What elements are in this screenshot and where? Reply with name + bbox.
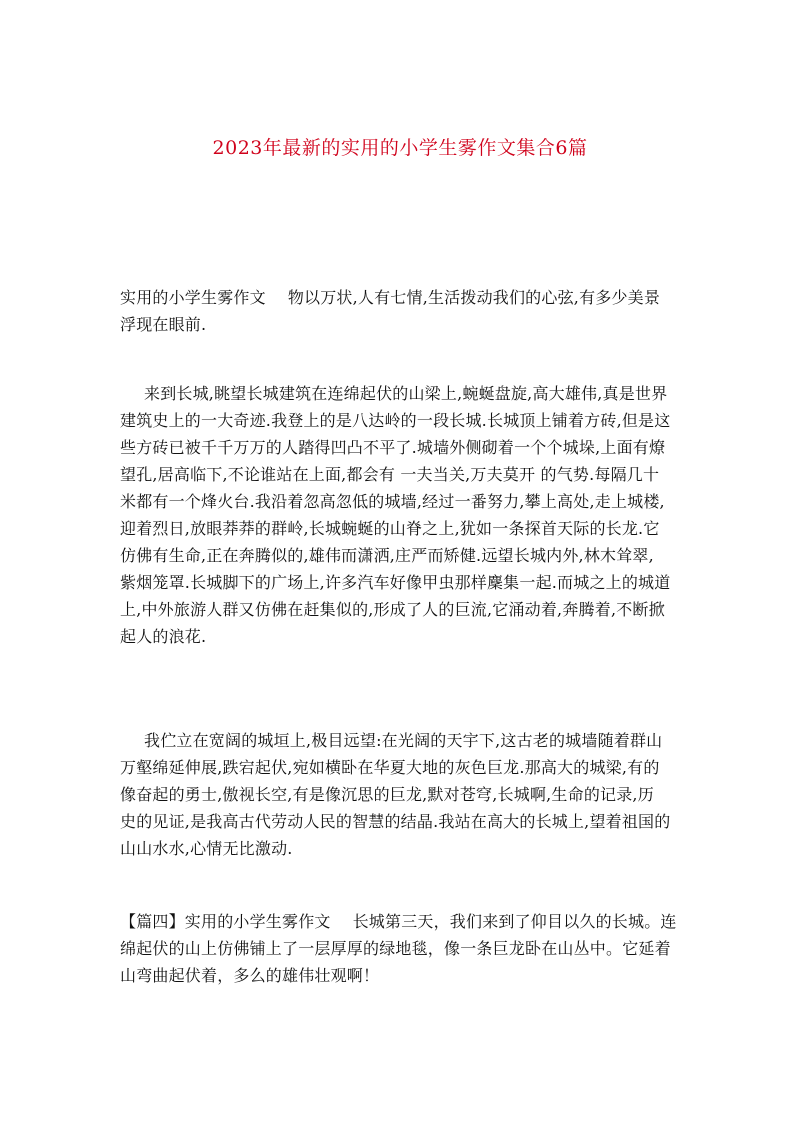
paragraph-section-four	[120, 908, 688, 989]
paragraph-line: 绵起伏的山上仿佛铺上了一层厚厚的绿地毯，像一条巨龙卧在山丛中。它延着	[120, 939, 671, 958]
paragraph-line: 上,中外旅游人群又仿佛在赶集似的,形成了人的巨流,它涌动着,奔腾着,不断掀	[120, 600, 665, 619]
paragraph-line	[120, 908, 688, 935]
paragraph-line: 迎着烈日,放眼莽莽的群岭,长城蜿蜒的山脊之上,犹如一条探首天际的长龙.它	[120, 519, 660, 538]
paragraph-line: 山弯曲起伏着，多么的雄伟壮观啊！	[120, 966, 380, 985]
paragraph-line: 仿佛有生命,正在奔腾似的,雄伟而潇洒,庄严而矫健.远望长城内外,林木耸翠,	[120, 546, 654, 565]
paragraph-line: 万壑绵延伸展,跌宕起伏,宛如横卧在华夏大地的灰色巨龙.那高大的城梁,有的	[120, 758, 660, 777]
line-text: 长城第三天，我们来到了仰目以久的长城。连	[352, 912, 677, 931]
paragraph-line: 建筑史上的一大奇迹.我登上的是八达岭的一段长城.长城顶上铺着方砖,但是这	[120, 411, 671, 430]
paragraph-line: 山山水水,心情无比激动.	[120, 839, 293, 858]
paragraph-line: 像奋起的勇士,傲视长空,有是像沉思的巨龙,默对苍穹,长城啊,生命的记录,历	[120, 785, 654, 804]
paragraph-line: 来到长城,眺望长城建筑在连绵起伏的山梁上,蜿蜒盘旋,高大雄伟,真是世界	[144, 384, 668, 403]
paragraph-line: 紫烟笼罩.长城脚下的广场上,许多汽车好像甲虫那样麇集一起.而城之上的城道	[120, 573, 671, 592]
paragraph-intro	[120, 284, 688, 338]
paragraph-line: 史的见证,是我高古代劳动人民的智慧的结晶.我站在高大的长城上,望着祖国的	[120, 812, 671, 831]
paragraph-great-wall-visit	[120, 380, 688, 650]
section-heading: 实用的小学生雾作文	[120, 288, 266, 307]
line-text: 物以万状,人有七情,生活拨动我们的心弦,有多少美景	[287, 288, 661, 307]
paragraph-line: 浮现在眼前.	[120, 315, 207, 334]
paragraph-line: 望孔,居高临下,不论谁站在上面,都会有 一夫当关,万夫莫开 的气势.每隔几十	[120, 465, 660, 484]
paragraph-line	[120, 284, 688, 311]
document-title: 2023年最新的实用的小学生雾作文集合6篇	[212, 136, 588, 159]
paragraph-wall-view	[120, 727, 688, 862]
paragraph-line: 我伫立在宽阔的城垣上,极目远望:在光阔的天宇下,这古老的城墙随着群山	[144, 731, 663, 750]
section-heading: 【篇四】实用的小学生雾作文	[120, 912, 331, 931]
paragraph-line: 起人的浪花.	[120, 627, 207, 646]
paragraph-line: 米都有一个烽火台.我沿着忽高忽低的城墙,经过一番努力,攀上高处,走上城楼,	[120, 492, 665, 511]
paragraph-line: 些方砖已被千千万万的人踏得凹凸不平了.城墙外侧砌着一个个城垛,上面有燎	[120, 438, 666, 457]
